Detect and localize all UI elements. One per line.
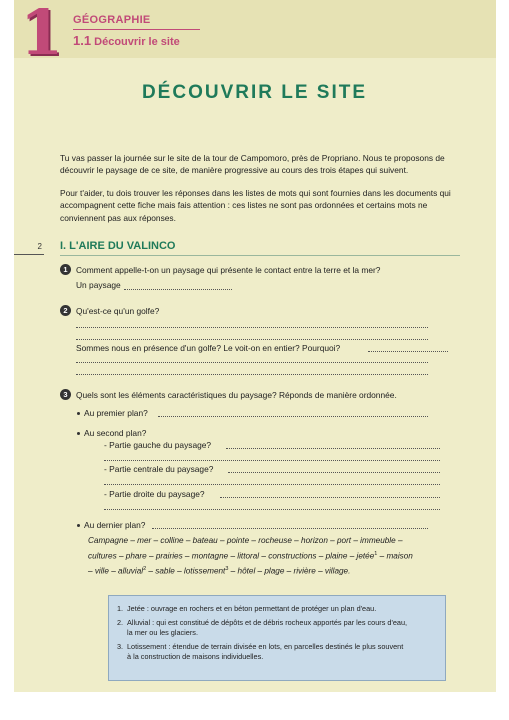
word-list-line-3 bbox=[88, 563, 448, 578]
footnote-3 bbox=[117, 642, 435, 662]
footnote-text: Jetée : ouvrage en rochers et en béton permettant de protéger un plan d'eau. bbox=[127, 604, 377, 613]
section-heading-rule bbox=[60, 255, 460, 256]
bullet bbox=[77, 432, 80, 435]
question-3-text: Quels sont les éléments caractéristiques du paysage? Réponds de manière ordonnée. bbox=[76, 390, 397, 400]
question-1-badge: 1 bbox=[60, 264, 71, 275]
answer-line[interactable] bbox=[220, 497, 440, 498]
bullet bbox=[77, 412, 80, 415]
answer-line[interactable] bbox=[158, 416, 428, 417]
question-2-text: Qu'est-ce qu'un golfe? bbox=[76, 306, 160, 316]
second-plan-label: Au second plan? bbox=[84, 428, 147, 438]
intro-paragraph-2: Pour t'aider, tu dois trouver les réponses dans les listes de mots qui sont fournies dans les documents qui accompagnent cette fiche mais fais attention : ces listes ne sont pas ordonnées et certains mots ne conviennent pas aux réponses. bbox=[60, 188, 451, 223]
footnote-number: 2. bbox=[117, 618, 124, 627]
question-1-answer-prefix: Un paysage bbox=[76, 280, 121, 290]
footnote-ref: 3 bbox=[225, 565, 229, 572]
answer-line[interactable] bbox=[76, 374, 428, 375]
question-3-badge: 3 bbox=[60, 389, 71, 400]
footnote-text: Alluvial : qui est constitué de dépôts et de débris rocheux apportés par les cours d'eau, bbox=[127, 618, 408, 627]
section-label: GÉOGRAPHIE bbox=[73, 14, 151, 26]
word-list-text: – maison bbox=[377, 551, 413, 561]
last-plan-label: Au dernier plan? bbox=[84, 520, 146, 530]
chapter-number: 1 bbox=[20, 0, 64, 69]
word-list-text: – hôtel – plage – rivière – village. bbox=[228, 566, 351, 576]
word-list-text: – ville – alluvial bbox=[88, 566, 144, 576]
bullet bbox=[77, 524, 80, 527]
page-title: DÉCOUVRIR LE SITE bbox=[141, 82, 368, 103]
answer-line[interactable] bbox=[76, 362, 428, 363]
answer-line[interactable] bbox=[104, 460, 440, 461]
answer-line[interactable] bbox=[226, 448, 440, 449]
center-part-label: - Partie centrale du paysage? bbox=[104, 464, 214, 474]
page-number-rule bbox=[14, 254, 44, 255]
answer-line[interactable] bbox=[104, 509, 440, 510]
word-list-line-2 bbox=[88, 548, 448, 563]
footnote-ref: 1 bbox=[374, 550, 378, 557]
answer-line[interactable] bbox=[228, 472, 440, 473]
word-list bbox=[88, 535, 448, 578]
footnote-text-continued: la mer ou les glaciers. bbox=[127, 628, 198, 637]
answer-line[interactable] bbox=[76, 339, 428, 340]
question-2-followup: Sommes nous en présence d'un golfe? Le voit-on en entier? Pourquoi? bbox=[76, 343, 341, 353]
footnote-text: Lotissement : étendue de terrain divisée en lots, en parcelles destinés le plus souvent bbox=[127, 642, 404, 651]
word-list-text: – sable – lotissement bbox=[146, 566, 226, 576]
footnote-2 bbox=[117, 618, 435, 638]
word-list-line-1: Campagne – mer – colline – bateau – pointe – rocheuse – horizon – port – immeuble – bbox=[88, 536, 403, 545]
question-2-badge: 2 bbox=[60, 305, 71, 316]
question-1-text: Comment appelle-t-on un paysage qui présente le contact entre la terre et la mer? bbox=[76, 265, 381, 275]
answer-line[interactable] bbox=[76, 327, 428, 328]
answer-line[interactable] bbox=[368, 351, 448, 352]
intro-paragraph-1: Tu vas passer la journée sur le site de la tour de Campomoro, près de Propriano. Nous te proposons de découvrir le paysage de ce site, de manière progressive au cours des trois étapes qui suivent. bbox=[60, 153, 445, 176]
answer-line[interactable] bbox=[124, 289, 232, 290]
footnote-1 bbox=[117, 604, 435, 614]
first-plan-label: Au premier plan? bbox=[84, 408, 148, 418]
subsection-number: 1.1 bbox=[73, 33, 92, 48]
subsection-title bbox=[73, 33, 180, 48]
page-number: 2 bbox=[37, 242, 42, 251]
subsection-label: Découvrir le site bbox=[94, 36, 180, 48]
footnote-number: 3. bbox=[117, 642, 124, 651]
word-list-text: cultures – phare – prairies – montagne – littoral – constructions – plaine – jetée bbox=[88, 551, 375, 561]
answer-line[interactable] bbox=[152, 528, 428, 529]
footnote-box bbox=[108, 595, 446, 681]
footnote-text-continued: à la construction de maisons individuelles. bbox=[127, 652, 264, 661]
section-divider bbox=[73, 29, 200, 30]
section-heading: I. L'AIRE DU VALINCO bbox=[60, 240, 176, 252]
answer-line[interactable] bbox=[104, 484, 440, 485]
left-part-label: - Partie gauche du paysage? bbox=[104, 440, 212, 450]
footnote-number: 1. bbox=[117, 604, 124, 613]
right-part-label: - Partie droite du paysage? bbox=[104, 489, 205, 499]
footnote-ref: 2 bbox=[143, 565, 147, 572]
